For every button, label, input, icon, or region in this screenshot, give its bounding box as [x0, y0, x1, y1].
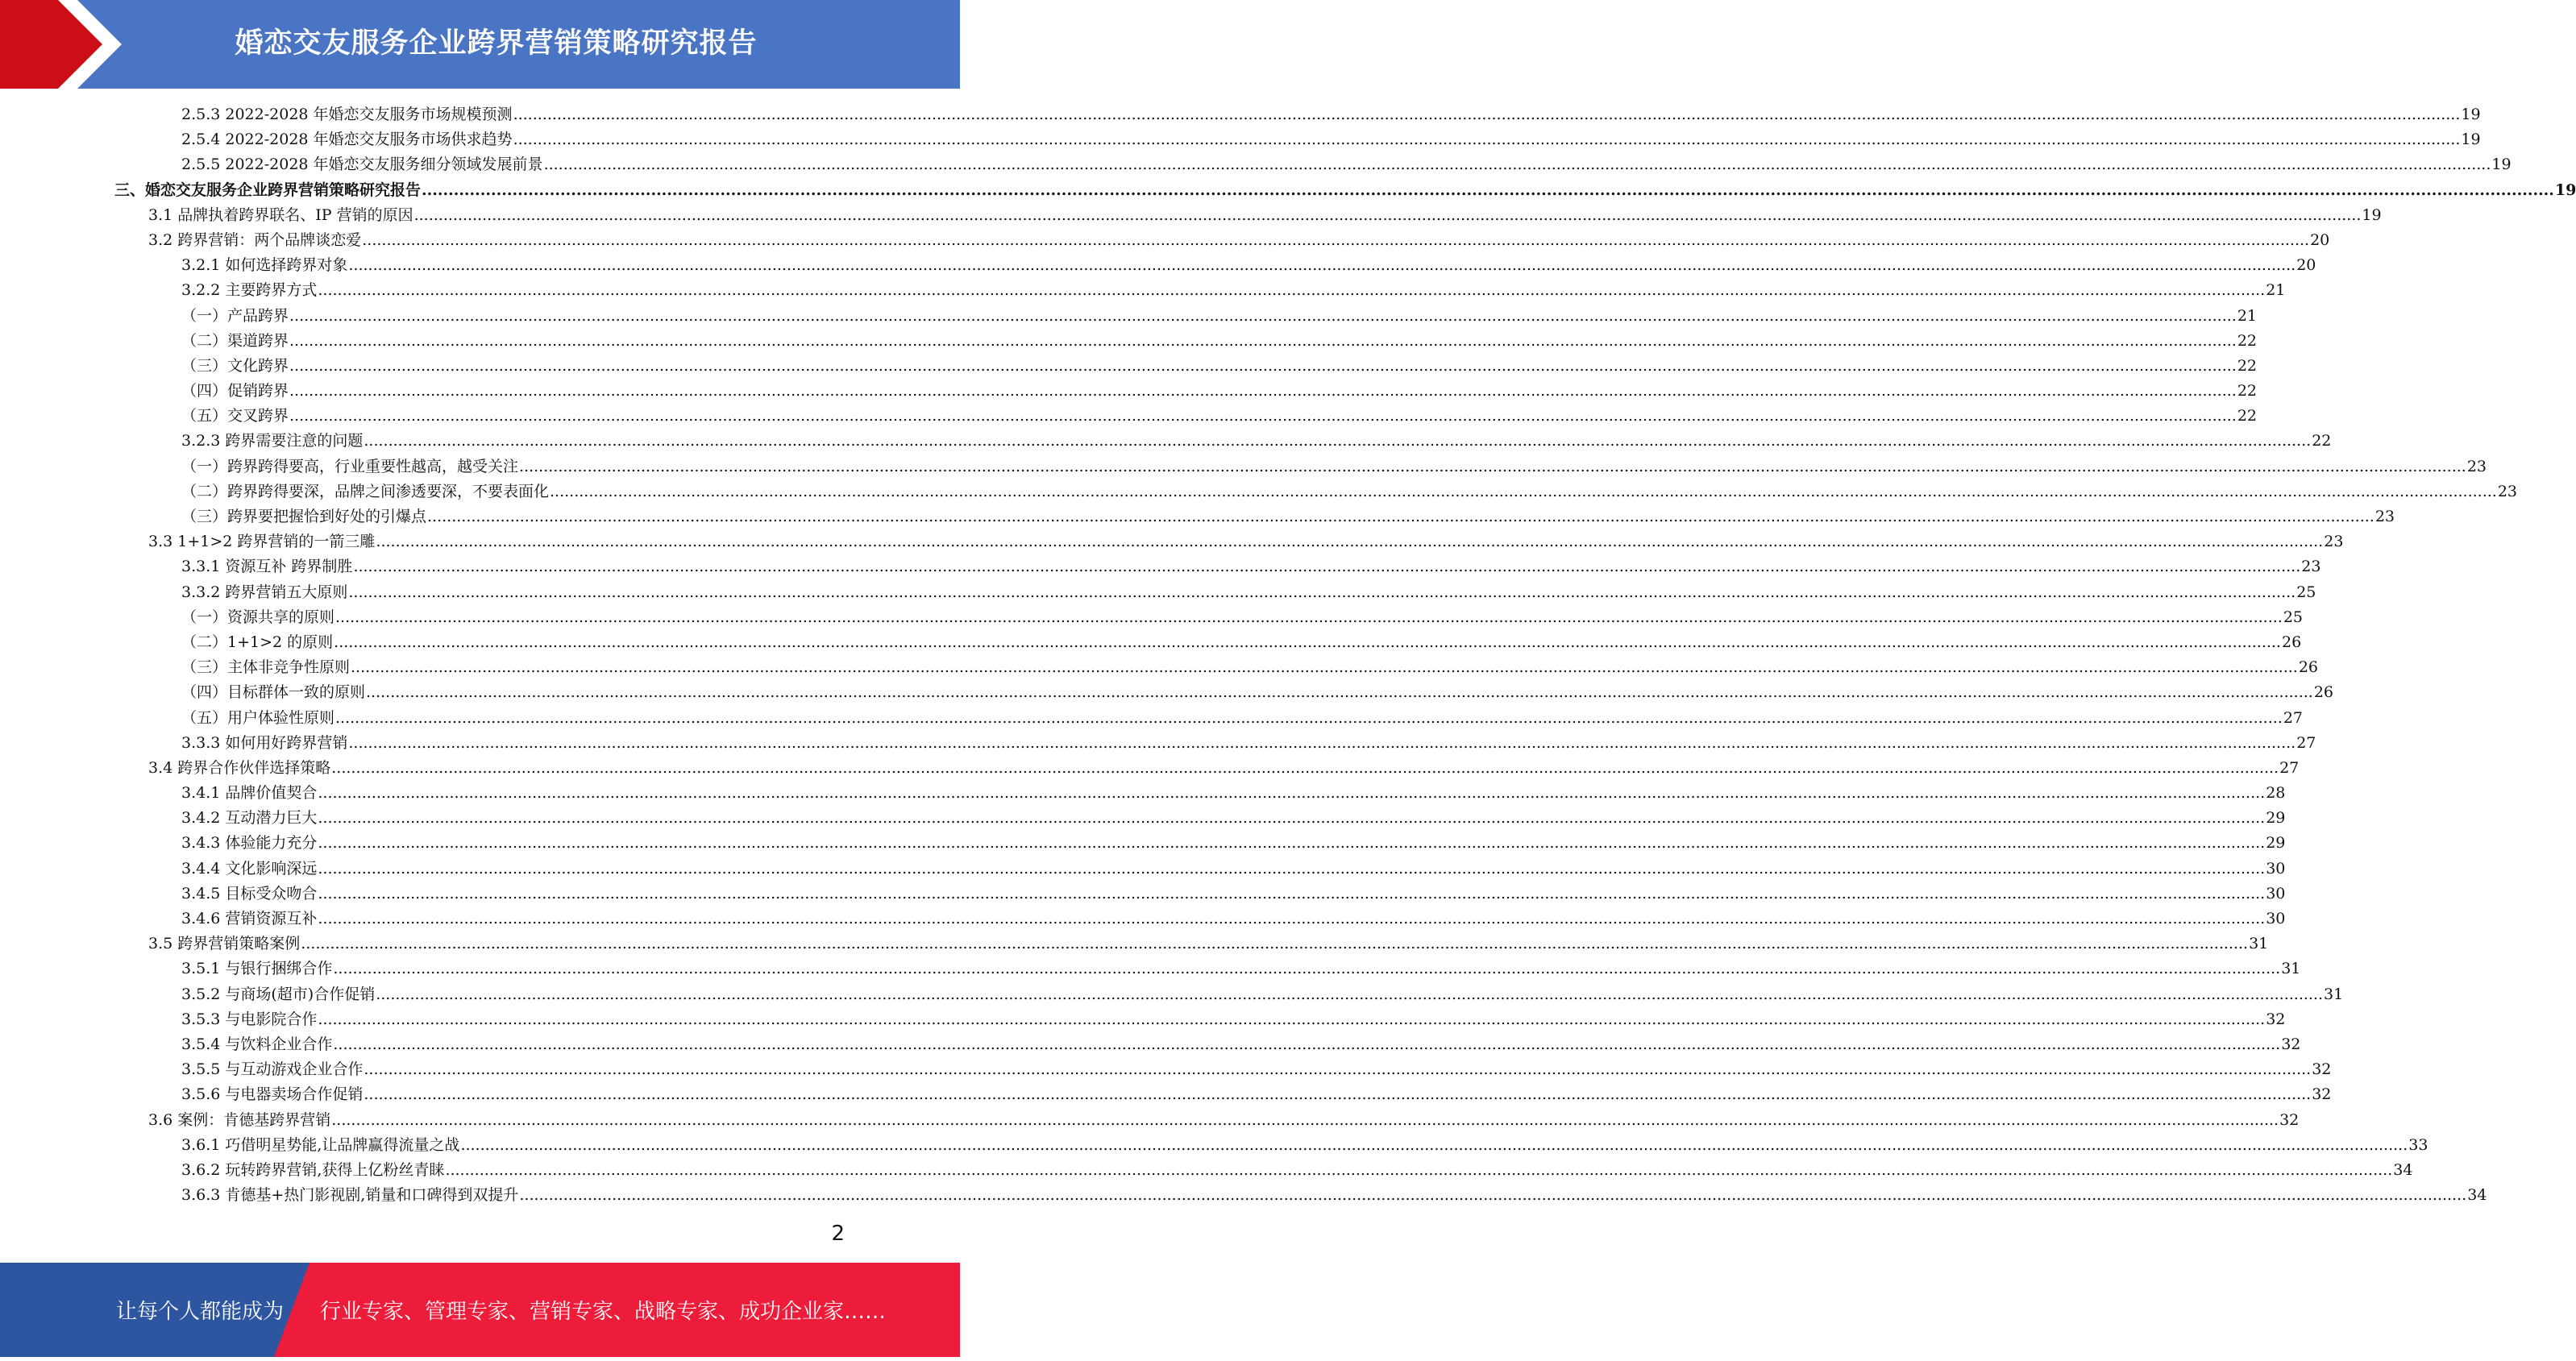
toc-entry-title: 3.3.3 如何用好跨界营销 [181, 731, 348, 756]
toc-entry[interactable] [0, 831, 2286, 856]
toc-entry[interactable] [0, 178, 2576, 203]
toc-entry[interactable] [0, 956, 2301, 981]
toc-dot-leader: ................................................................................................................................................................................................................................................................................................................................................................................................................ [331, 1110, 2279, 1129]
toc-entry-page: 23 [2324, 533, 2344, 551]
toc-entry[interactable] [0, 1007, 2286, 1032]
toc-entry-title: 3.6.1 巧借明星势能,让品牌赢得流量之战 [181, 1133, 460, 1158]
toc-entry[interactable] [0, 630, 2302, 655]
toc-dot-leader: ................................................................................................................................................................................................................................................................................................................................................................................................................ [335, 608, 2283, 626]
toc-entry[interactable] [0, 304, 2258, 329]
toc-dot-leader: ................................................................................................................................................................................................................................................................................................................................................................................................................ [376, 985, 2324, 1003]
toc-entry-title: 3.4.4 文化影响深远 [181, 857, 318, 882]
toc-entry[interactable] [0, 806, 2286, 831]
toc-entry[interactable] [0, 781, 2286, 806]
toc-entry-page: 27 [2279, 758, 2300, 777]
toc-entry-title: 3.5 跨界营销策略案例 [148, 932, 301, 956]
toc-entry-title: （二）1+1>2 的原则 [181, 630, 334, 655]
toc-entry-title: 2.5.5 2022-2028 年婚恋交友服务细分领域发展前景 [181, 152, 544, 177]
toc-entry-title: （一）产品跨界 [181, 304, 289, 329]
toc-dot-leader: ................................................................................................................................................................................................................................................................................................................................................................................................................ [550, 482, 2497, 500]
page-header [0, 0, 960, 89]
toc-entry-page: 27 [2283, 708, 2304, 727]
toc-entry-title: 3.3.1 资源互补 跨界制胜 [181, 554, 353, 579]
toc-entry[interactable] [0, 329, 2258, 354]
toc-entry-page: 20 [2310, 230, 2330, 249]
toc-dot-leader: ................................................................................................................................................................................................................................................................................................................................................................................................................ [353, 558, 2301, 576]
toc-dot-leader: ................................................................................................................................................................................................................................................................................................................................................................................................................ [318, 1010, 2266, 1028]
toc-entry-page: 32 [2281, 1035, 2301, 1053]
toc-entry-title: （二）跨界跨得要深，品牌之间渗透要深，不要表面化 [181, 479, 550, 504]
toc-entry-title: （三）跨界要把握恰到好处的引爆点 [181, 504, 427, 529]
table-of-contents [0, 102, 2576, 1208]
toc-entry[interactable] [0, 1108, 2300, 1133]
toc-dot-leader: ................................................................................................................................................................................................................................................................................................................................................................................................................ [366, 683, 2313, 702]
toc-dot-leader: ................................................................................................................................................................................................................................................................................................................................................................................................................ [289, 306, 2237, 325]
toc-entry[interactable] [0, 857, 2286, 882]
toc-entry[interactable] [0, 529, 2344, 554]
toc-entry-page: 21 [2266, 281, 2286, 300]
toc-dot-leader: ................................................................................................................................................................................................................................................................................................................................................................................................................ [519, 1186, 2467, 1205]
toc-entry-title: 3.3 1+1>2 跨界营销的一箭三雕 [148, 529, 376, 554]
toc-dot-leader: ................................................................................................................................................................................................................................................................................................................................................................................................................ [362, 230, 2310, 249]
toc-entry[interactable] [0, 479, 2518, 504]
toc-entry-page: 29 [2266, 809, 2286, 828]
toc-dot-leader: ................................................................................................................................................................................................................................................................................................................................................................................................................ [289, 407, 2237, 425]
toc-entry-page: 32 [2312, 1060, 2332, 1079]
toc-entry-title: 3.4.1 品牌价值契合 [181, 781, 318, 806]
toc-entry[interactable] [0, 203, 2382, 228]
toc-entry-page: 26 [2298, 658, 2319, 677]
toc-entry-title: （二）渠道跨界 [181, 329, 289, 354]
toc-dot-leader: ................................................................................................................................................................................................................................................................................................................................................................................................................ [513, 131, 2461, 149]
toc-entry[interactable] [0, 1032, 2301, 1057]
toc-entry-page: 23 [2301, 558, 2321, 576]
toc-entry[interactable] [0, 429, 2332, 454]
toc-dot-leader: ................................................................................................................................................................................................................................................................................................................................................................................................................ [376, 533, 2324, 551]
report-title: 婚恋交友服务企业跨界营销策略研究报告 [235, 27, 758, 60]
toc-entry[interactable] [0, 580, 2316, 605]
toc-dot-leader: ................................................................................................................................................................................................................................................................................................................................................................................................................ [318, 834, 2266, 853]
toc-entry-page: 26 [2281, 633, 2302, 651]
toc-entry[interactable] [0, 982, 2344, 1007]
toc-entry-title: 2.5.4 2022-2028 年婚恋交友服务市场供求趋势 [181, 127, 513, 152]
toc-entry-page: 19 [2491, 156, 2512, 174]
toc-dot-leader: ................................................................................................................................................................................................................................................................................................................................................................................................................ [351, 658, 2298, 677]
toc-entry-page: 23 [2374, 508, 2395, 525]
toc-entry-page: 19 [2554, 180, 2576, 199]
toc-entry-title: （五）用户体验性原则 [181, 706, 335, 731]
toc-entry[interactable] [0, 504, 2395, 529]
toc-dot-leader: ................................................................................................................................................................................................................................................................................................................................................................................................................ [348, 733, 2296, 752]
toc-entry-title: 3.5.6 与电器卖场合作促销 [181, 1082, 364, 1107]
toc-dot-leader: ................................................................................................................................................................................................................................................................................................................................................................................................................ [519, 457, 2466, 475]
toc-entry-page: 20 [2296, 256, 2316, 275]
toc-entry[interactable] [0, 756, 2300, 781]
toc-entry-title: 3.6.3 肯德基+热门影视剧,销量和口碑得到双提升 [181, 1183, 519, 1208]
toc-entry-page: 29 [2266, 834, 2286, 853]
toc-entry-page: 19 [2461, 131, 2481, 149]
toc-entry-title: 三、婚恋交友服务企业跨界营销策略研究报告 [114, 178, 422, 203]
toc-dot-leader: ................................................................................................................................................................................................................................................................................................................................................................................................................ [289, 356, 2237, 375]
toc-dot-leader: ................................................................................................................................................................................................................................................................................................................................................................................................................ [289, 382, 2237, 400]
toc-entry-title: （五）交叉跨界 [181, 404, 289, 429]
toc-entry[interactable] [0, 605, 2304, 630]
toc-entry[interactable] [0, 932, 2269, 956]
toc-entry-page: 30 [2266, 859, 2286, 878]
toc-dot-leader: ................................................................................................................................................................................................................................................................................................................................................................................................................ [318, 859, 2266, 878]
toc-entry-page: 25 [2296, 583, 2316, 601]
toc-entry-page: 21 [2237, 306, 2258, 325]
toc-dot-leader: ................................................................................................................................................................................................................................................................................................................................................................................................................ [413, 205, 2362, 224]
toc-entry-page: 23 [2466, 457, 2487, 475]
toc-dot-leader: ................................................................................................................................................................................................................................................................................................................................................................................................................ [422, 180, 2554, 199]
toc-entry[interactable] [0, 1133, 2429, 1158]
toc-entry-title: 3.4.2 互动潜力巨大 [181, 806, 318, 831]
toc-entry-page: 22 [2312, 432, 2332, 450]
toc-entry[interactable] [0, 379, 2258, 404]
toc-entry-page: 34 [2393, 1160, 2413, 1179]
toc-dot-leader: ................................................................................................................................................................................................................................................................................................................................................................................................................ [318, 784, 2266, 803]
toc-entry-page: 25 [2283, 608, 2304, 626]
toc-entry-page: 19 [2461, 106, 2481, 123]
toc-dot-leader: ................................................................................................................................................................................................................................................................................................................................................................................................................ [318, 884, 2266, 902]
toc-dot-leader: ................................................................................................................................................................................................................................................................................................................................................................................................................ [333, 960, 2281, 978]
toc-entry-title: 3.4.5 目标受众吻合 [181, 882, 318, 907]
toc-entry[interactable] [0, 1082, 2332, 1107]
toc-entry[interactable] [0, 152, 2512, 177]
toc-entry[interactable] [0, 731, 2316, 756]
toc-entry[interactable] [0, 1057, 2332, 1082]
toc-entry-title: （三）文化跨界 [181, 354, 289, 379]
toc-entry-title: 3.2.3 跨界需要注意的问题 [181, 429, 364, 454]
toc-dot-leader: ................................................................................................................................................................................................................................................................................................................................................................................................................ [460, 1135, 2408, 1154]
toc-dot-leader: ................................................................................................................................................................................................................................................................................................................................................................................................................ [333, 1035, 2281, 1053]
toc-entry[interactable] [0, 454, 2487, 479]
toc-entry-page: 32 [2279, 1110, 2300, 1129]
toc-entry-title: 3.5.2 与商场(超市)合作促销 [181, 982, 376, 1007]
toc-entry-page: 32 [2312, 1085, 2332, 1104]
toc-dot-leader: ................................................................................................................................................................................................................................................................................................................................................................................................................ [301, 935, 2249, 953]
toc-dot-leader: ................................................................................................................................................................................................................................................................................................................................................................................................................ [513, 106, 2461, 123]
toc-entry-page: 33 [2408, 1135, 2429, 1154]
footer-slogan-right: 行业专家、管理专家、营销专家、战略专家、成功企业家…… [320, 1300, 887, 1324]
toc-entry-page: 22 [2237, 407, 2258, 425]
toc-entry-title: 3.6 案例：肯德基跨界营销 [148, 1108, 331, 1133]
toc-entry-title: 3.4 跨界合作伙伴选择策略 [148, 756, 331, 781]
page-footer [0, 1263, 960, 1357]
toc-entry-page: 22 [2237, 356, 2258, 375]
toc-dot-leader: ................................................................................................................................................................................................................................................................................................................................................................................................................ [543, 156, 2491, 174]
toc-entry-title: 2.5.3 2022-2028 年婚恋交友服务市场规模预测 [181, 102, 513, 127]
toc-dot-leader: ................................................................................................................................................................................................................................................................................................................................................................................................................ [364, 1085, 2312, 1104]
toc-entry[interactable] [0, 127, 2481, 152]
toc-entry-page: 22 [2237, 331, 2258, 350]
toc-entry-title: （三）主体非竞争性原则 [181, 655, 351, 680]
toc-entry[interactable] [0, 655, 2319, 680]
toc-entry[interactable] [0, 354, 2258, 379]
toc-entry[interactable] [0, 404, 2258, 429]
toc-entry-title: （一）跨界跨得要高，行业重要性越高，越受关注 [181, 454, 519, 479]
toc-dot-leader: ................................................................................................................................................................................................................................................................................................................................................................................................................ [445, 1160, 2393, 1179]
footer-slogan-left: 让每个人都能成为 [116, 1300, 285, 1324]
toc-entry-page: 31 [2324, 985, 2344, 1003]
toc-entry-title: 3.4.6 营销资源互补 [181, 907, 318, 932]
toc-entry-page: 31 [2249, 935, 2269, 953]
toc-entry-page: 31 [2281, 960, 2301, 978]
toc-entry-page: 23 [2497, 482, 2518, 500]
toc-entry[interactable] [0, 706, 2304, 731]
toc-dot-leader: ................................................................................................................................................................................................................................................................................................................................................................................................................ [364, 432, 2312, 450]
toc-entry-title: 3.5.3 与电影院合作 [181, 1007, 318, 1032]
toc-entry-title: （四）促销跨界 [181, 379, 289, 404]
toc-entry-page: 27 [2296, 733, 2316, 752]
toc-entry-title: （一）资源共享的原则 [181, 605, 335, 630]
toc-entry-page: 34 [2467, 1186, 2487, 1205]
toc-entry-title: 3.2.2 主要跨界方式 [181, 278, 318, 303]
toc-entry-page: 28 [2266, 784, 2286, 803]
toc-dot-leader: ................................................................................................................................................................................................................................................................................................................................................................................................................ [348, 583, 2296, 601]
toc-entry-title: 3.2.1 如何选择跨界对象 [181, 253, 348, 278]
toc-entry[interactable] [0, 907, 2286, 932]
toc-entry[interactable] [0, 228, 2330, 253]
toc-dot-leader: ................................................................................................................................................................................................................................................................................................................................................................................................................ [348, 256, 2296, 275]
toc-entry[interactable] [0, 882, 2286, 907]
toc-dot-leader: ................................................................................................................................................................................................................................................................................................................................................................................................................ [335, 708, 2283, 727]
toc-dot-leader: ................................................................................................................................................................................................................................................................................................................................................................................................................ [289, 331, 2237, 350]
page-number: 2 [831, 1222, 845, 1246]
toc-dot-leader: ................................................................................................................................................................................................................................................................................................................................................................................................................ [318, 910, 2266, 927]
toc-entry-page: 30 [2266, 910, 2286, 927]
toc-dot-leader: ................................................................................................................................................................................................................................................................................................................................................................................................................ [427, 508, 2374, 525]
toc-entry[interactable] [0, 253, 2316, 278]
toc-dot-leader: ................................................................................................................................................................................................................................................................................................................................................................................................................ [318, 809, 2266, 828]
toc-entry[interactable] [0, 102, 2481, 127]
toc-entry-title: 3.4.3 体验能力充分 [181, 831, 318, 856]
toc-dot-leader: ................................................................................................................................................................................................................................................................................................................................................................................................................ [331, 758, 2279, 777]
toc-entry-title: 3.3.2 跨界营销五大原则 [181, 580, 348, 605]
toc-entry[interactable] [0, 680, 2334, 705]
toc-entry-page: 22 [2237, 382, 2258, 400]
toc-entry-title: 3.1 品牌执着跨界联名、IP 营销的原因 [148, 203, 414, 228]
toc-dot-leader: ................................................................................................................................................................................................................................................................................................................................................................................................................ [334, 633, 2281, 651]
toc-entry[interactable] [0, 278, 2286, 303]
toc-entry-title: 3.5.1 与银行捆绑合作 [181, 956, 333, 981]
toc-entry-page: 32 [2266, 1010, 2286, 1028]
toc-entry-title: 3.6.2 玩转跨界营销,获得上亿粉丝青睐 [181, 1158, 445, 1183]
toc-entry-title: 3.2 跨界营销：两个品牌谈恋爱 [148, 228, 362, 253]
toc-entry-title: 3.5.4 与饮料企业合作 [181, 1032, 333, 1057]
toc-entry[interactable] [0, 554, 2321, 579]
toc-dot-leader: ................................................................................................................................................................................................................................................................................................................................................................................................................ [364, 1060, 2312, 1079]
toc-entry-page: 19 [2362, 205, 2382, 224]
toc-entry[interactable] [0, 1183, 2487, 1208]
toc-entry[interactable] [0, 1158, 2413, 1183]
toc-dot-leader: ................................................................................................................................................................................................................................................................................................................................................................................................................ [318, 281, 2266, 300]
toc-entry-title: 3.5.5 与互动游戏企业合作 [181, 1057, 364, 1082]
toc-entry-page: 30 [2266, 884, 2286, 902]
toc-entry-page: 26 [2313, 683, 2334, 702]
toc-entry-title: （四）目标群体一致的原则 [181, 680, 366, 705]
